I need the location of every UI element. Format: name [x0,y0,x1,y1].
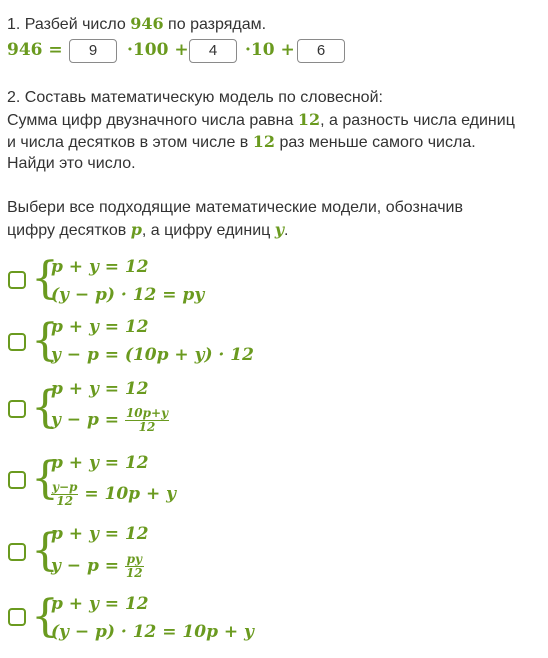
option-6-brace: { [31,591,59,642]
task1-prefix: 1. Разбей число [7,16,131,33]
option-1-eq-top: p + y = 12 [51,257,149,277]
option-2-checkbox[interactable] [8,333,26,351]
task2-l2-num: 12 [297,110,321,129]
digit-hundreds-input[interactable]: 9 [69,39,117,63]
option-4-eq-bottom [51,478,176,510]
option-2-eq-bottom: y − p = (10p + y) · 12 [51,345,254,365]
task1-suffix: по разрядам. [163,16,267,33]
option-6-eq-top: p + y = 12 [51,594,149,614]
digit-units-input[interactable]: 6 [297,39,345,63]
option-5-frac-den: 12 [125,566,143,580]
task2-line4: Найди это число. [7,155,136,172]
digit-tens-input[interactable]: 4 [189,39,237,63]
instruction-line2 [7,219,289,242]
option-3-fraction [125,407,169,434]
var-y: y [274,220,285,239]
task1-eq-lhs: 946 = [7,40,63,60]
option-6-checkbox[interactable] [8,608,26,626]
task2-l3-num: 12 [252,132,275,151]
option-5-fraction [125,553,144,580]
option-5-frac-num: py [126,552,142,566]
task2-line1: 2. Составь математическую модель по словесной: [7,89,383,106]
option-3-bottom-lhs: y − p = [51,410,120,430]
option-3-eq-top: p + y = 12 [51,379,149,399]
option-3-brace: { [31,382,59,433]
option-2-eq-top: p + y = 12 [51,317,149,337]
option-3-frac-num: 10p+y [125,406,169,420]
option-4-eq-top: p + y = 12 [51,453,149,473]
instr-a: цифру десятков [7,222,131,239]
task1-number: 946 [130,14,164,33]
option-5-checkbox[interactable] [8,543,26,561]
instr-c: . [284,222,289,239]
option-4-checkbox[interactable] [8,471,26,489]
option-3-frac-den: 12 [138,420,156,434]
task2-l3-b: раз меньше самого числа. [275,134,476,151]
task2-l2-a: Сумма цифр двузначного числа равна [7,112,298,129]
option-3-eq-bottom [51,405,169,435]
task2-line2 [7,109,515,132]
option-2-brace: { [31,315,59,366]
option-4-fraction [51,481,78,508]
option-4-brace: { [31,453,59,504]
option-3-checkbox[interactable] [8,400,26,418]
option-1-checkbox[interactable] [8,271,26,289]
option-5-eq-top: p + y = 12 [51,524,149,544]
task1-statement [7,13,266,36]
option-4-frac-num: y−p [52,480,78,494]
option-5-bottom-lhs: y − p = [51,556,120,576]
option-1-eq-bottom: (y − p) · 12 = py [51,285,205,305]
task2-l3-a: и числа десятков в этом числе в [7,134,253,151]
var-p: p [130,220,142,239]
option-6-eq-bottom: (y − p) · 12 = 10p + y [51,622,254,642]
instr-b: , а цифру единиц [141,222,275,239]
option-4-bottom-rhs: = 10p + y [84,484,177,504]
task2-line3 [7,131,476,154]
task1-mult-10: ·10 + [245,40,295,60]
option-1-brace: { [31,253,59,304]
option-4-frac-den: 12 [56,494,74,508]
instruction-line1: Выбери все подходящие математические модели, обозначив [7,199,463,216]
option-5-eq-bottom [51,550,144,582]
task2-l2-b: , а разность числа единиц [320,112,515,129]
task1-mult-100: ·100 + [127,40,189,60]
option-5-brace: { [31,525,59,576]
